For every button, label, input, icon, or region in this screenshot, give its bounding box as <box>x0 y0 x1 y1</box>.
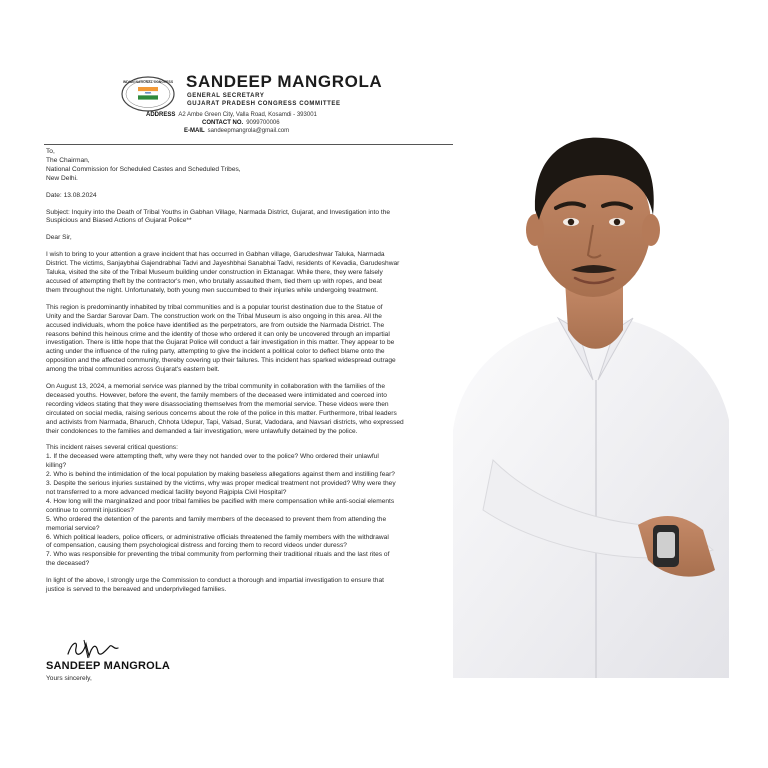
recipient-line: National Commission for Scheduled Castes and Scheduled Tribes, <box>46 165 241 173</box>
address-value: A2 Ambe Green City, Valla Road, Kosamdi - 393001 <box>178 112 317 118</box>
address-label: ADDRESS <box>146 112 176 118</box>
congress-logo <box>120 74 176 114</box>
portrait-illustration <box>453 130 729 678</box>
contact-label: CONTACT NO. <box>202 120 244 126</box>
email-label: E-MAIL <box>184 128 205 134</box>
letter-date: Date: 13.08.2024 <box>46 191 97 199</box>
paragraph-closing: In light of the above, I strongly urge the Commission to conduct a thorough and impartial investigation to ensure that justice is served to the bereaved and underprivileged families. <box>46 577 384 594</box>
signature-block <box>46 644 246 684</box>
letter-body <box>46 148 456 595</box>
signature-name: SANDEEP MANGROLA <box>46 660 171 672</box>
letterhead-name: SANDEEP MANGROLA <box>186 72 383 91</box>
salutation: Dear Sir, <box>46 234 72 242</box>
handwritten-signature <box>62 636 122 662</box>
paragraph-incident: I wish to bring to your attention a grave incident that has occurred in Gabhan village, Garudeshwar Taluka, Narmada District. The victims, Sanjaybhai Gajendrabhai Tadvi and Jayeshbhai Sanabhai Tadvi, residents of Kevadia, Garudeshwar Taluka, visited the site of the Tribal Museum building under construction in Ektanagar. While there, they were falsely accused of attempting theft by the contractor's men, who brutally assaulted them, tied them up with ropes, and beat them throughout the night. Unfortunately, both young men succumbed to their injuries while undergoing treatment. <box>46 251 400 294</box>
recipient-block <box>46 148 456 184</box>
recipient-line: New Delhi. <box>46 174 78 182</box>
portrait-photo <box>453 130 729 678</box>
paragraph-memorial: On August 13, 2024, a memorial service was planned by the tribal community in collaboration with the families of the deceased youths. However, before the event, the family members of the deceased were intimidated and coerced into recording videos stating that they were disassociating themselves from the memorial service. These videos were then circulated on social media, raising serious concerns about the role of the police in this matter. Furthermore, tribal leaders and activists from Narmada, Bharuch, Chhota Udepur, Tapi, Valsad, Surat, Vadodara, and Navsari districts, who expressed their condolences to the families and demanded a fair investigation, were unlawfully detained by the police. <box>46 383 404 435</box>
paragraph-region: This region is predominantly inhabited by tribal communities and is a popular tourist destination due to the Statue of Unity and the Sardar Sarovar Dam. The construction work on the Tribal Museum is also ongoing in this area. All the accused individuals, whom the police have identified as the perpetrators, are from outside the Narmada District. The reasons behind this heinous crime and the identity of those who ordered it can only be uncovered through an impartial investigation. There is little hope that the Gujarat Police will conduct a fair investigation in this matter. They appear to be acting under the influence of the ruling party, attempting to give the incident a political color to deflect blame onto the opposition and the affected community, thereby covering up their failures. This incident has sparked widespread outrage among the tribal communities across Gujarat's eastern belt. <box>46 303 396 374</box>
letter-subject: Subject: Inquiry into the Death of Tribal Youths in Gabhan Village, Narmada District, Gujarat, and Investigation into the Suspicious and Biased Actions of Gujarat Police** <box>46 208 391 225</box>
letterhead-organization: GUJARAT PRADESH CONGRESS COMMITTEE <box>187 101 341 107</box>
letterhead-role: GENERAL SECRETARY <box>187 93 265 99</box>
closing-line: Yours sincerely, <box>46 675 92 682</box>
email-line <box>184 128 289 134</box>
letter-document <box>44 0 456 768</box>
recipient-line: To, <box>46 148 55 155</box>
letterhead-divider <box>44 144 456 145</box>
logo-lettering: INDIAN NATIONAL CONGRESS <box>122 80 174 84</box>
questions-list: This incident raises several critical questions: 1. If the deceased were attempting theft, why were they not handed over to the police? Who ordered their unlawful killing? 2. Who is behind the intimidation of the local population by making baseless allegations against them and instilling fear? 3. Despite the serious injuries sustained by the victims, why was proper medical treatment not provided? Why were they not transferred to a more advanced medical facility beyond Rajpipla Civil Hospital? 4. How long will the marginalized and poor tribal families be pacified with mere compensation while anti-social elements continue to commit injustices? 5. Who ordered the detention of the parents and family members of the deceased to prevent them from attending the memorial service? 6. Which political leaders, police officers, or administrative officials threatened the family members with the withdrawal of compensation, causing them psychological distress and forcing them to record videos under duress? 7. Who was responsible for preventing the tribal community from performing their traditional rituals and the last rites of the deceased? <box>46 444 396 568</box>
contact-line <box>202 120 280 126</box>
email-value: sandeepmangrola@gmail.com <box>207 128 290 134</box>
recipient-line: The Chairman, <box>46 156 90 164</box>
address-line <box>146 112 317 118</box>
contact-value: 9099700006 <box>246 120 280 126</box>
